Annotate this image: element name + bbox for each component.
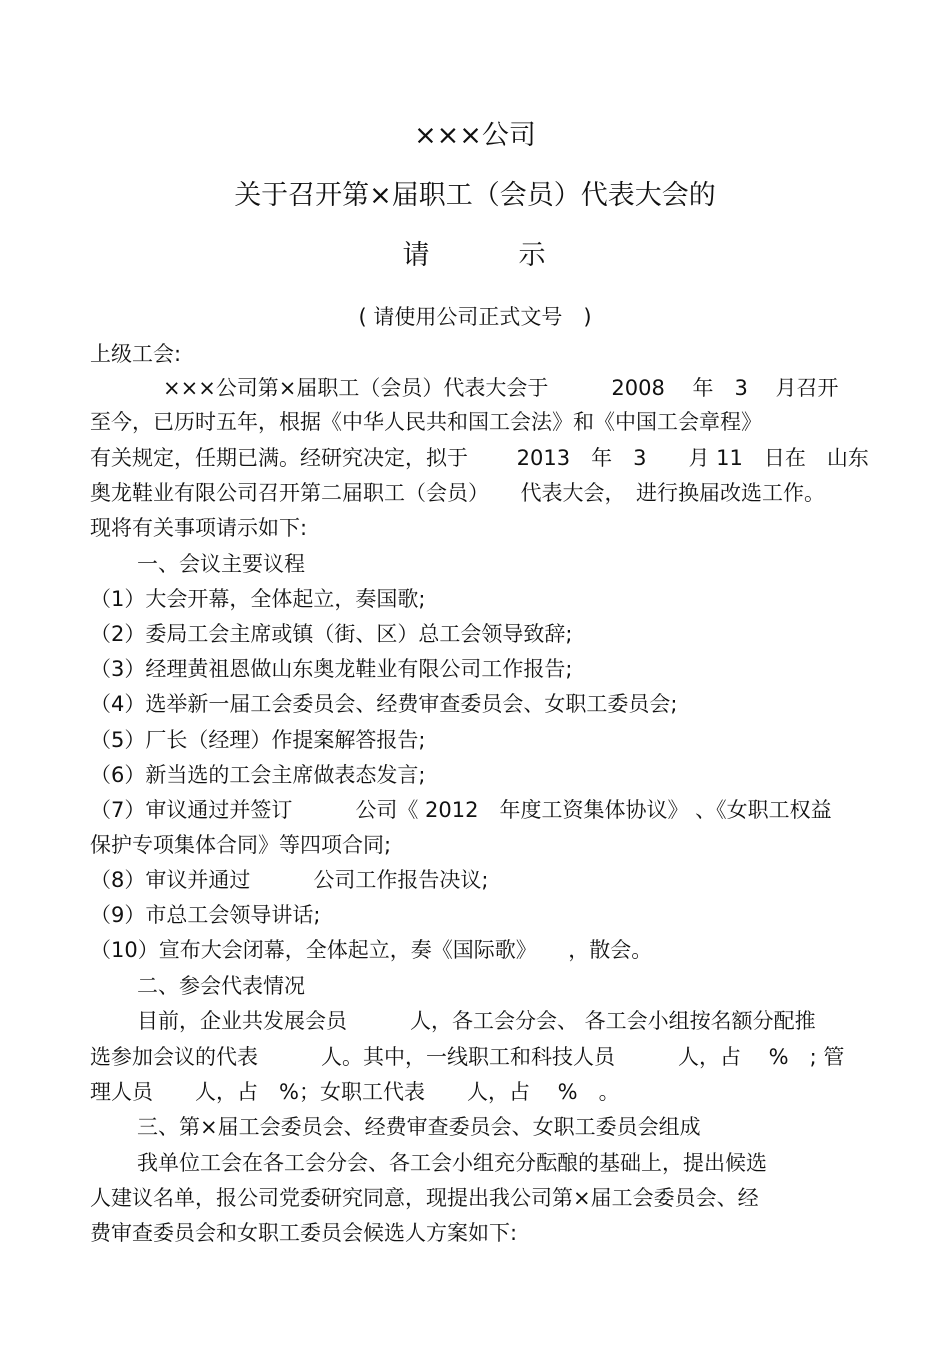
agenda-item: （9）市总工会领导讲话;: [90, 903, 321, 927]
section-heading: 一、会议主要议程: [137, 552, 305, 576]
paragraph-line: 人建议名单，报公司党委研究同意，现提出我公司第×届工会委员会、经: [90, 1186, 759, 1210]
doc-number-note: ( 请使用公司正式文号 ): [358, 305, 592, 329]
paragraph-line: 费审查委员会和女职工委员会候选人方案如下:: [90, 1221, 518, 1245]
salutation: 上级工会:: [90, 342, 182, 366]
agenda-item: （5）厂长（经理）作提案解答报告;: [90, 728, 426, 752]
agenda-item: （4）选举新一届工会委员会、经费审查委员会、女职工委员会;: [90, 692, 678, 716]
paragraph-line: 至今，已历时五年，根据《中华人民共和国工会法》和《中国工会章程》: [90, 410, 762, 434]
paragraph-line: 理人员 人，占 %；女职工代表 人，占 % 。: [90, 1080, 620, 1104]
paragraph-line: 奥龙鞋业有限公司召开第二届职工（会员） 代表大会， 进行换届改选工作。: [90, 481, 825, 505]
agenda-item: （1）大会开幕，全体起立，奏国歌;: [90, 587, 426, 611]
agenda-item: （3）经理黄祖恩做山东奥龙鞋业有限公司工作报告;: [90, 657, 573, 681]
paragraph-line: 有关规定，任期已满。经研究决定，拟于 2013 年 3 月 11 日在 山东: [90, 446, 869, 470]
agenda-item: （2）委局工会主席或镇（街、区）总工会领导致辞;: [90, 622, 573, 646]
paragraph-line: 我单位工会在各工会分会、各工会小组充分酝酿的基础上，提出候选: [137, 1151, 767, 1175]
paragraph-line: 现将有关事项请示如下:: [90, 516, 308, 540]
paragraph-line: ×××公司第×届职工（会员）代表大会于 2008 年 3 月召开: [163, 376, 839, 400]
agenda-item: 保护专项集体合同》等四项合同;: [90, 833, 392, 857]
section-heading: 二、参会代表情况: [137, 974, 305, 998]
agenda-item: （6）新当选的工会主席做表态发言;: [90, 763, 426, 787]
paragraph-line: 目前，企业共发展会员 人，各工会分会、 各工会小组按名额分配推: [137, 1009, 816, 1033]
agenda-item: （10）宣布大会闭幕，全体起立，奏《国际歌》 ，散会。: [90, 938, 653, 962]
agenda-item: （8）审议并通过 公司工作报告决议;: [90, 868, 489, 892]
document-type: 请 示: [402, 240, 548, 271]
company-name: ×××公司: [414, 120, 536, 151]
agenda-item: （7）审议通过并签订 公司《 2012 年度工资集体协议》 、《女职工权益: [90, 798, 832, 822]
paragraph-line: 选参加会议的代表 人。其中，一线职工和科技人员 人，占 % ; 管: [90, 1045, 845, 1069]
document-title: 关于召开第×届职工（会员）代表大会的: [234, 180, 716, 211]
section-heading: 三、第×届工会委员会、经费审查委员会、女职工委员会组成: [137, 1115, 701, 1139]
